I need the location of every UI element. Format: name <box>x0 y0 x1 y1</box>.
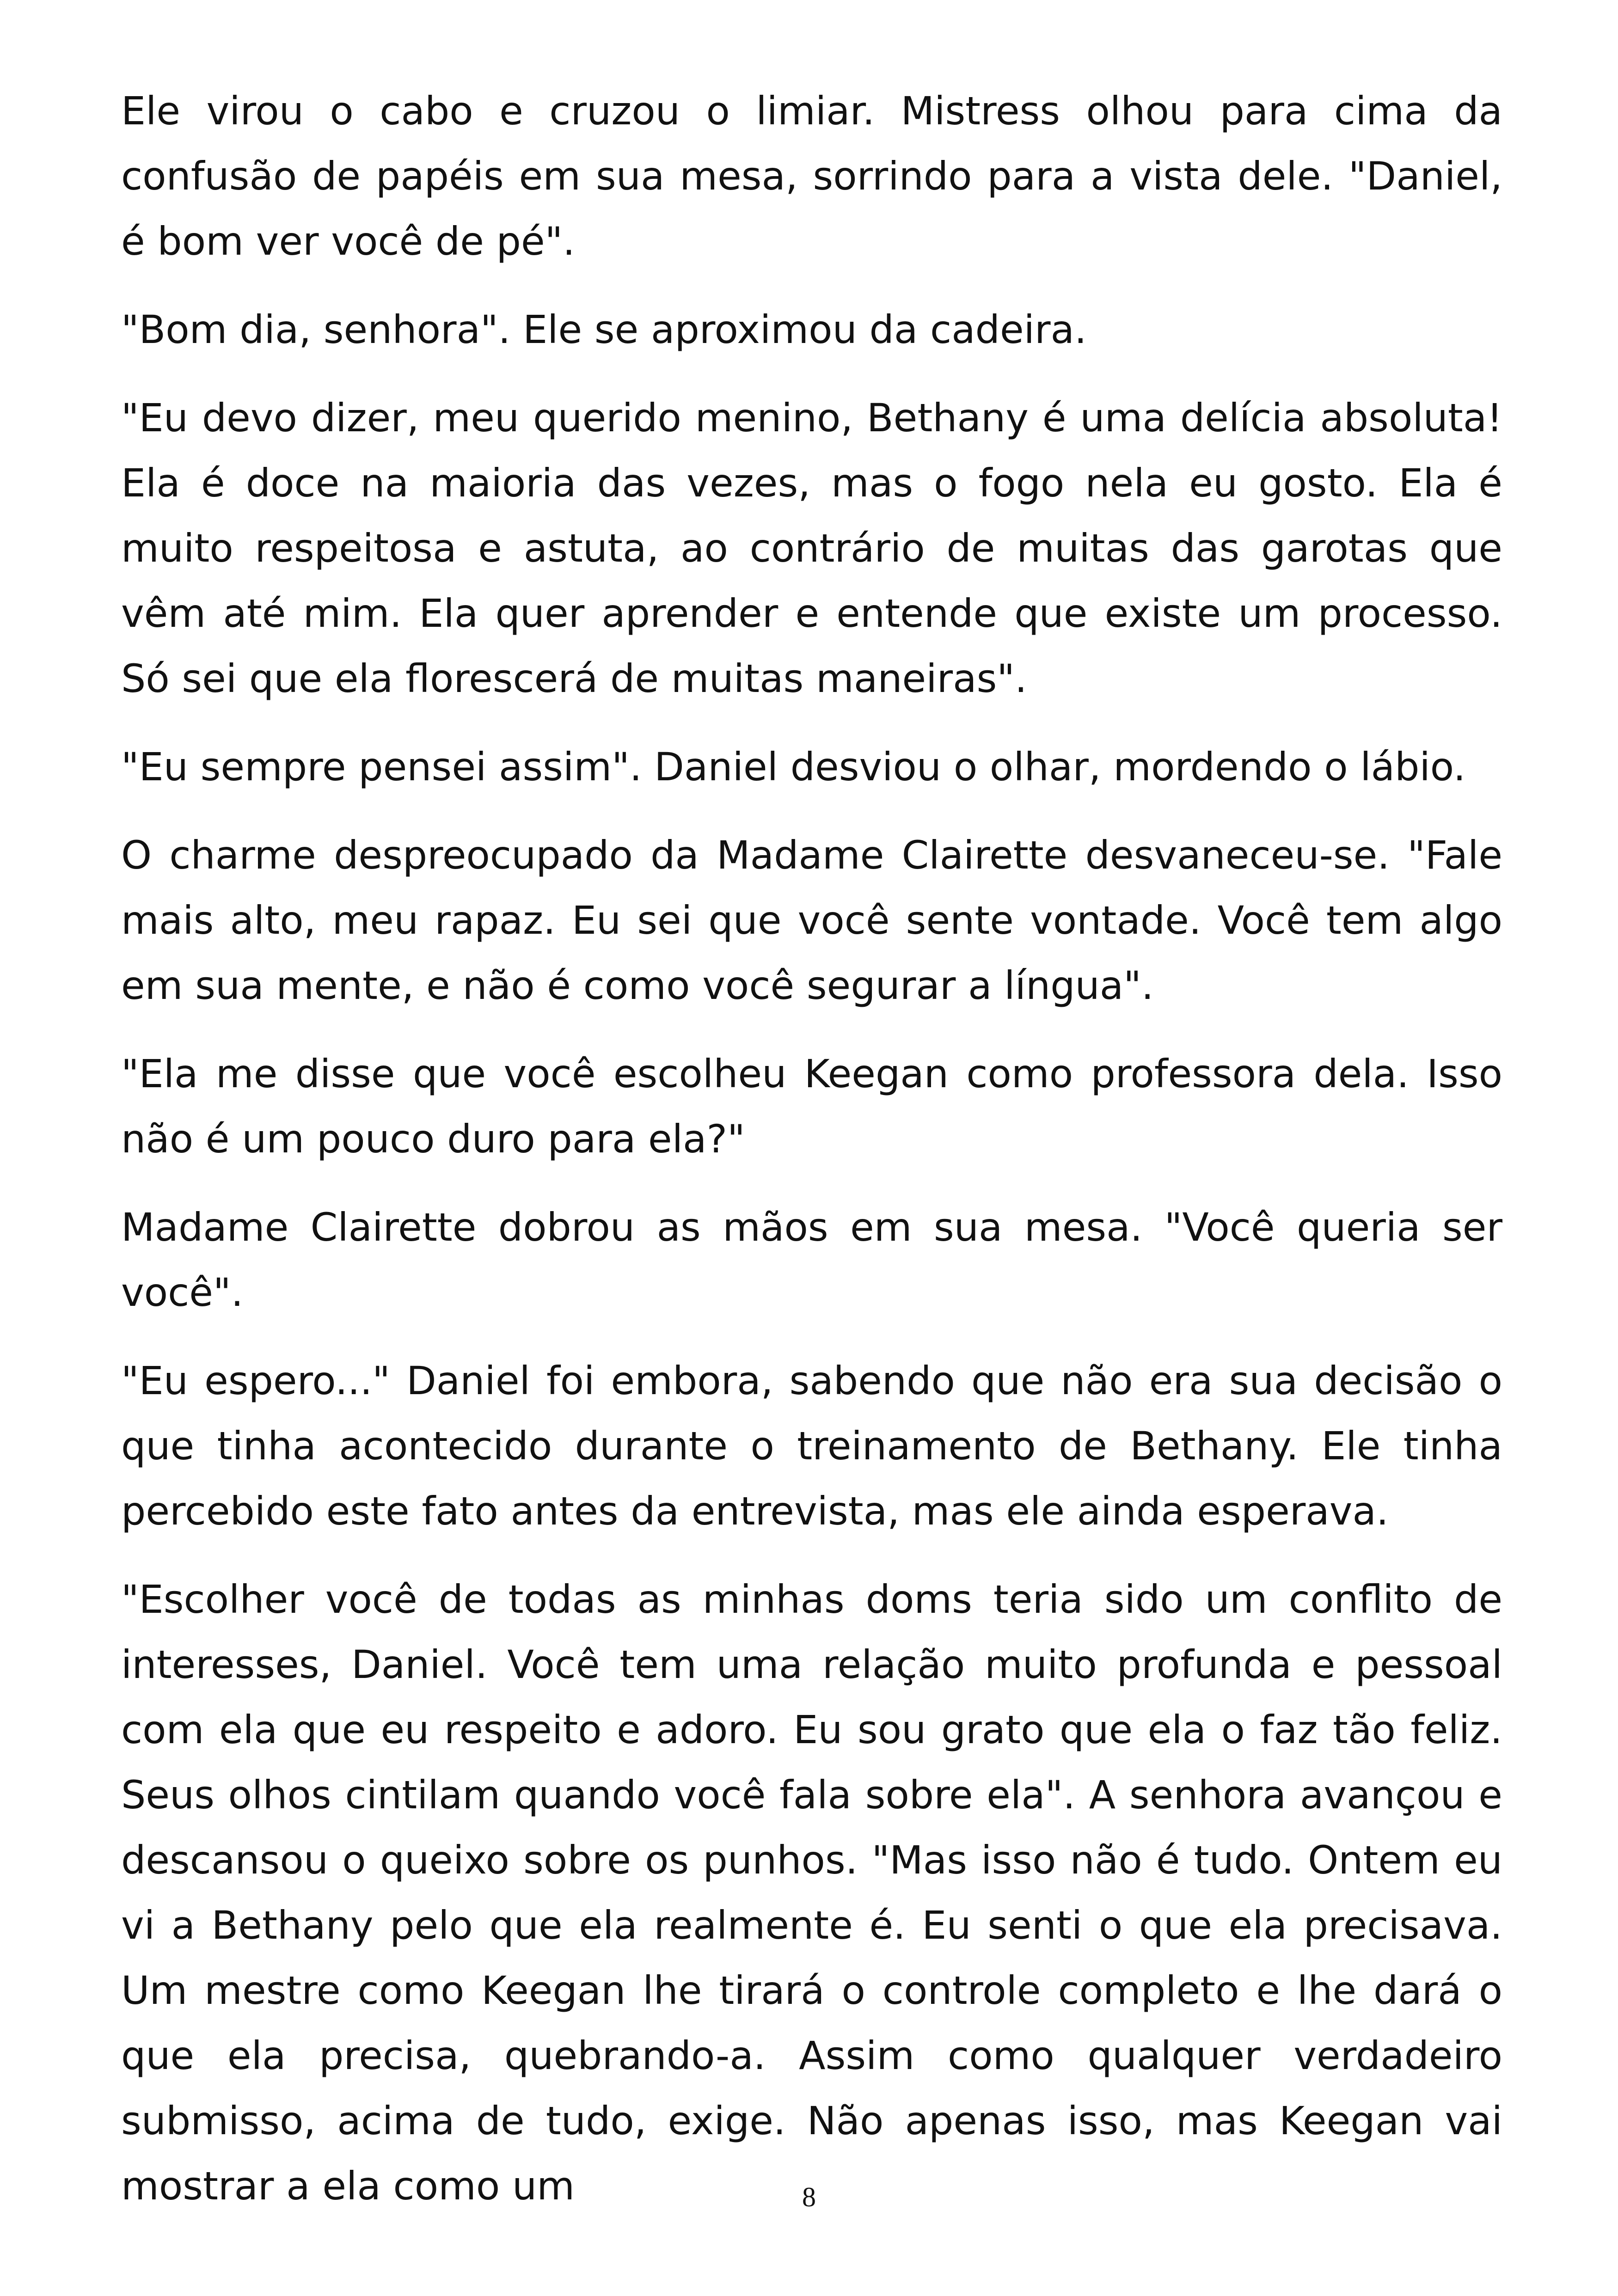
page-body <box>121 79 1502 2242</box>
paragraph-2: "Bom dia, senhora". Ele se aproximou da cadeira. <box>121 307 1087 352</box>
page-number: 8 <box>802 2182 816 2212</box>
paragraph-3: "Eu devo dizer, meu querido menino, Bethany é uma delícia absoluta! Ela é doce na maioria das vezes, mas o fogo nela eu gosto. Ela é muito respeitosa e astuta, ao contrário de muitas das garotas que vêm até mim. Ela quer aprender e entende que existe um processo. Só sei que ela florescerá de muitas maneiras". <box>121 395 1502 701</box>
paragraph-8: "Eu espero..." Daniel foi embora, sabendo que não era sua decisão o que tinha acontecido durante o treinamento de Bethany. Ele tinha percebido este fato antes da entrevista, mas ele ainda esperava. <box>121 1358 1502 1534</box>
paragraph-4: "Eu sempre pensei assim". Daniel desviou o olhar, mordendo o lábio. <box>121 744 1466 790</box>
paragraph-7: Madame Clairette dobrou as mãos em sua mesa. "Você queria ser você". <box>121 1205 1502 1315</box>
paragraph-5: O charme despreocupado da Madame Clairette desvaneceu-se. "Fale mais alto, meu rapaz. Eu sei que você sente vontade. Você tem algo em sua mente, e não é como você segurar a língua". <box>121 833 1502 1008</box>
paragraph-1: Ele virou o cabo e cruzou o limiar. Mistress olhou para cima da confusão de papéis em sua mesa, sorrindo para a vista dele. "Daniel, é bom ver você de pé". <box>121 88 1502 264</box>
paragraph-6: "Ela me disse que você escolheu Keegan como professora dela. Isso não é um pouco duro para ela?" <box>121 1051 1502 1162</box>
paragraph-9: "Escolher você de todas as minhas doms teria sido um conflito de interesses, Daniel. Você tem uma relação muito profunda e pessoal com ela que eu respeito e adoro. Eu sou grato que ela o faz tão feliz. Seus olhos cintilam quando você fala sobre ela". A senhora avançou e descansou o queixo sobre os punhos. "Mas isso não é tudo. Ontem eu vi a Bethany pelo que ela realmente é. Eu senti o que ela precisava. Um mestre como Keegan lhe tirará o controle completo e lhe dará o que ela precisa, quebrando-a. Assim como qualquer verdadeiro submisso, acima de tudo, exige. Não apenas isso, mas Keegan vai mostrar a ela como um <box>121 1577 1502 2209</box>
